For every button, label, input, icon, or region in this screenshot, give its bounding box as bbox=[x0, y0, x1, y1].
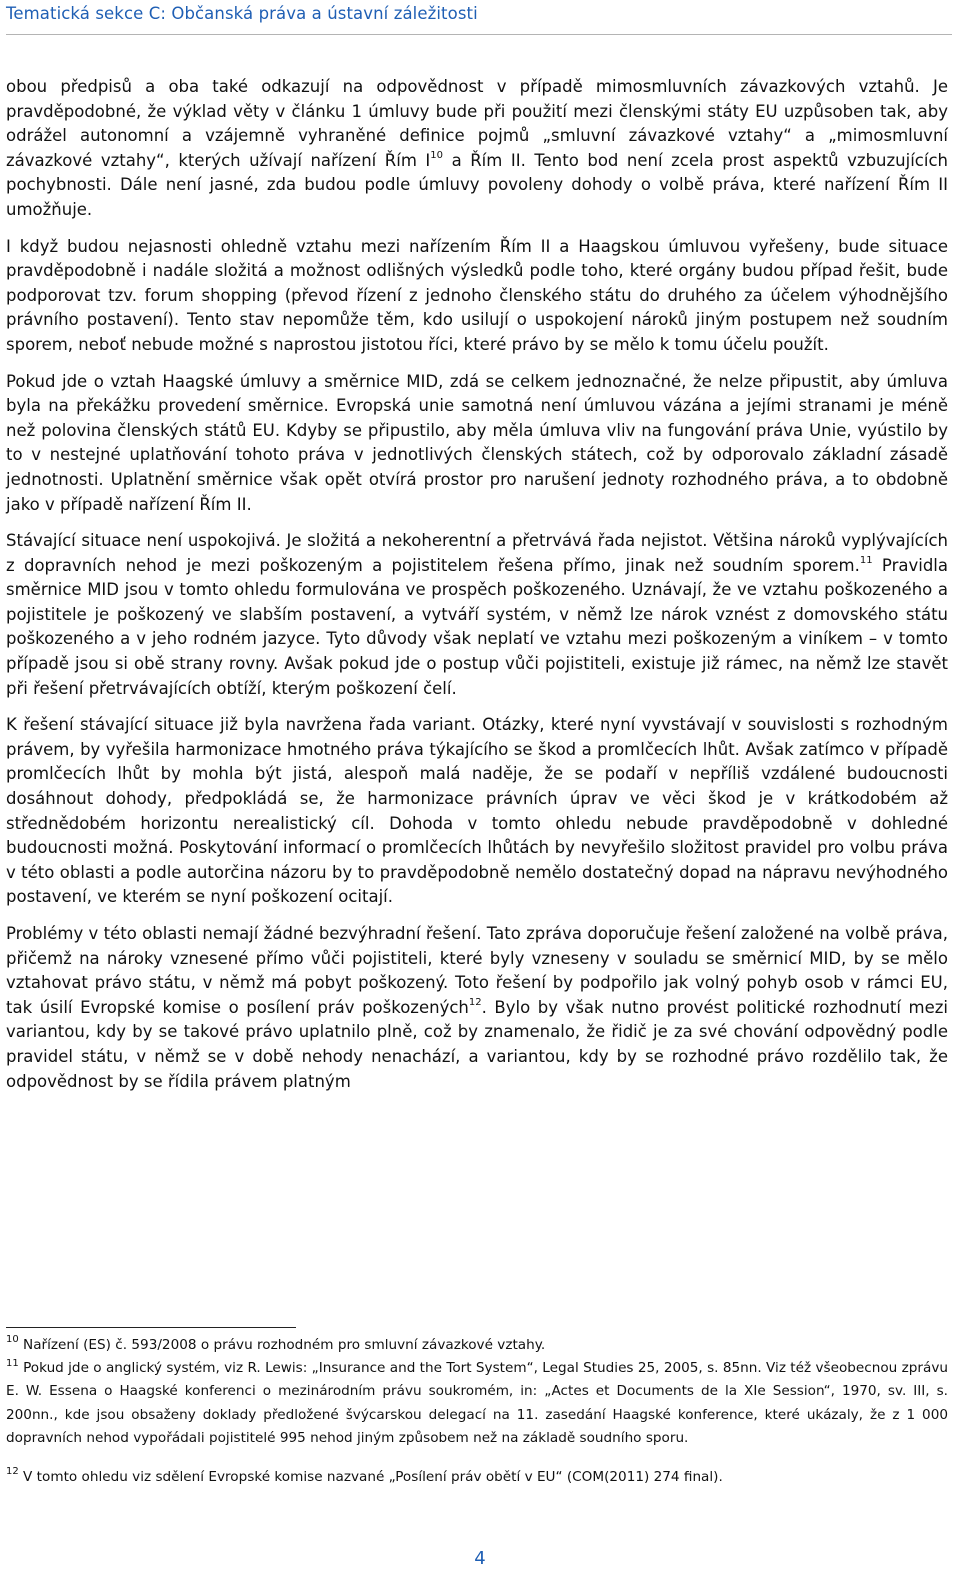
paragraph-5 bbox=[6, 713, 948, 910]
paragraph-text: K řešení stávající situace již byla navržena řada variant. Otázky, které nyní vyvstávají v souvislosti s rozhodným právem, by vyřešila harmonizace hmotného práva týkajícího se škod a promlčecích lhůt. Avšak zatímco v případě promlčecích lhůt by mohla být jistá, alespoň malá naděje, že se podaří v nepříliš vzdálené budoucnosti dosáhnout dohody, předpokládá se, že harmonizace právních úprav ve věci škod je v krátkodobém až střednědobém horizontu nerealistický cíl. Dohoda v tomto ohledu nebude pravděpodobně v dohledné budoucnosti možná. Poskytování informací o promlčecích lhůtách by nevyřešilo složitost pravidel pro volbu práva v této oblasti a podle autorčina názoru by to pravděpodobně nemělo dostatečný dopad na nápravu nevýhodného postavení, ve kterém se nyní poškození ocitají. bbox=[6, 715, 948, 907]
footnotes bbox=[6, 1334, 948, 1489]
paragraph-2 bbox=[6, 235, 948, 358]
footnote-ref-12[interactable]: 12 bbox=[468, 997, 482, 1009]
paragraph-text: Problémy v této oblasti nemají žádné bezvýhradní řešení. Tato zpráva doporučuje řešení založené na volbě práva, přičemž na nároky vznesené přímo vůči pojistiteli, které byly vzneseny v souladu se směrnicí MID, by se mělo vztahovat právo státu, v němž má pobyt poškozený. Toto řešení by podpořilo jak volný pohyb osob v rámci EU, tak úsilí Evropské komise o posílení práv poškozených bbox=[6, 924, 948, 1017]
body-text bbox=[6, 75, 948, 1106]
paragraph-text: Pravidla směrnice MID jsou v tomto ohledu formulována ve prospěch poškozeného. Uznávají, že ve vztahu poškozeného a pojistitele je poškozený ve slabším postavení, a vytváří systém, v němž lze nárok vznést z domovského státu poškozeného a v jeho rodném jazyce. Tyto důvody však neplatí ve vztahu mezi poškozeným a viníkem – v tomto případě jsou si obě strany rovny. Avšak pokud jde o postup vůči pojistiteli, existuje již rámec, na němž lze stavět při řešení přetrvávajících obtíží, kterým poškození čelí. bbox=[6, 555, 948, 698]
footnote-text: V tomto ohledu viz sdělení Evropské komise nazvané „Posílení práv obětí v EU“ (COM(2011) 274 final). bbox=[18, 1469, 723, 1486]
paragraph-text: obou předpisů a oba také odkazují na odpovědnost v případě mimosmluvních závazkových vztahů. Je pravděpodobné, že výklad věty v článku 1 úmluvy bude při použití mezi členskými státy EU uzpůsoben tak, aby odrážel autonomní a vzájemně vyhraněné definice pojmů „smluvní závazkové vztahy“ a „mimosmluvní závazkové vztahy“, kterých užívají nařízení Řím I bbox=[6, 77, 948, 170]
footnote-10 bbox=[6, 1334, 948, 1357]
page-number: 4 bbox=[474, 1548, 486, 1569]
paragraph-4 bbox=[6, 529, 948, 701]
paragraph-6 bbox=[6, 922, 948, 1094]
running-header: Tematická sekce C: Občanská práva a ústavní záležitosti bbox=[6, 4, 478, 23]
footnote-number: 12 bbox=[6, 1466, 19, 1478]
footnote-11 bbox=[6, 1357, 948, 1450]
footnote-ref-11[interactable]: 11 bbox=[859, 555, 873, 567]
paragraph-1 bbox=[6, 75, 948, 223]
footnote-text: Pokud jde o anglický systém, viz R. Lewis: „Insurance and the Tort System“, Legal Studies 25, 2005, s. 85nn. Viz též všeobecnou zprávu E. W. Essena o Haagské konferenci o mezinárodním právu soukromém, in: „Actes et Documents de la XIe Session“, 1970, sv. III, s. 200nn., kde jsou obsaženy doklady předložené švýcarskou delegací na 11. zasedání Haagské konference, které ukázaly, že z 1 000 dopravních nehod vypořádali pojistitelé 995 nehod jiným způsobem než na základě soudního sporu. bbox=[6, 1360, 948, 1446]
footnote-12 bbox=[6, 1466, 948, 1489]
paragraph-text: I když budou nejasnosti ohledně vztahu mezi nařízením Řím II a Haagskou úmluvou vyřešeny, bude situace pravděpodobně i nadále složitá a možnost odlišných výsledků podle toho, které orgány budou případ řešit, bude podporovat tzv. forum shopping (převod řízení z jednoho členského státu do druhého za účelem výhodnějšího právního postavení). Tento stav nepomůže těm, kdo usilují o uspokojení nároků jiným postupem než soudním sporem, neboť nebude možné s naprostou jistotou říci, které právo by se mělo k tomu účelu použít. bbox=[6, 236, 948, 354]
footnote-divider bbox=[6, 1327, 296, 1328]
paragraph-text: Pokud jde o vztah Haagské úmluvy a směrnice MID, zdá se celkem jednoznačné, že nelze připustit, aby úmluva byla na překážku provedení směrnice. Evropská unie samotná není úmluvou vázána a jejími stranami je méně než polovina členských států EU. Kdyby se připustilo, aby měla úmluva vliv na fungování práva Unie, vyústilo by to v nestejné uplatňování tohoto práva v jednotlivých členských státech, což by odporovalo základní zásadě jednotnosti. Uplatnění směrnice však opět otvírá prostor pro narušení jednoty rozhodného práva, a to obdobně jako v případě nařízení Řím II. bbox=[6, 371, 948, 514]
paragraph-text: . Bylo by však nutno provést politické rozhodnutí mezi variantou, kdy by se takové právo uplatnilo plně, což by znamenalo, že řidič je za své chování odpovědný podle pravidel státu, v němž se v době nehody nenachází, a variantou, kdy by se rozhodné právo rozdělilo tak, že odpovědnost by se řídila právem platným bbox=[6, 997, 948, 1091]
header-divider bbox=[6, 34, 952, 35]
paragraph-text: Stávající situace není uspokojivá. Je složitá a nekoherentní a přetrvává řada nejistot. Většina nároků vyplývajících z dopravních nehod je mezi poškozeným a pojistitelem řešena přímo, jinak než soudním sporem. bbox=[6, 531, 948, 575]
footnote-number: 11 bbox=[6, 1357, 19, 1369]
footnote-text: Nařízení (ES) č. 593/2008 o právu rozhodném pro smluvní závazkové vztahy. bbox=[18, 1337, 546, 1353]
footnote-number: 10 bbox=[6, 1334, 19, 1346]
paragraph-3 bbox=[6, 370, 948, 518]
footnote-ref-10[interactable]: 10 bbox=[430, 150, 444, 162]
paragraph-text: a Řím II. Tento bod není zcela prost aspektů vzbuzujících pochybnosti. Dále není jasné, zda budou podle úmluvy povoleny dohody o volbě práva, které nařízení Řím II umožňuje. bbox=[6, 150, 948, 219]
